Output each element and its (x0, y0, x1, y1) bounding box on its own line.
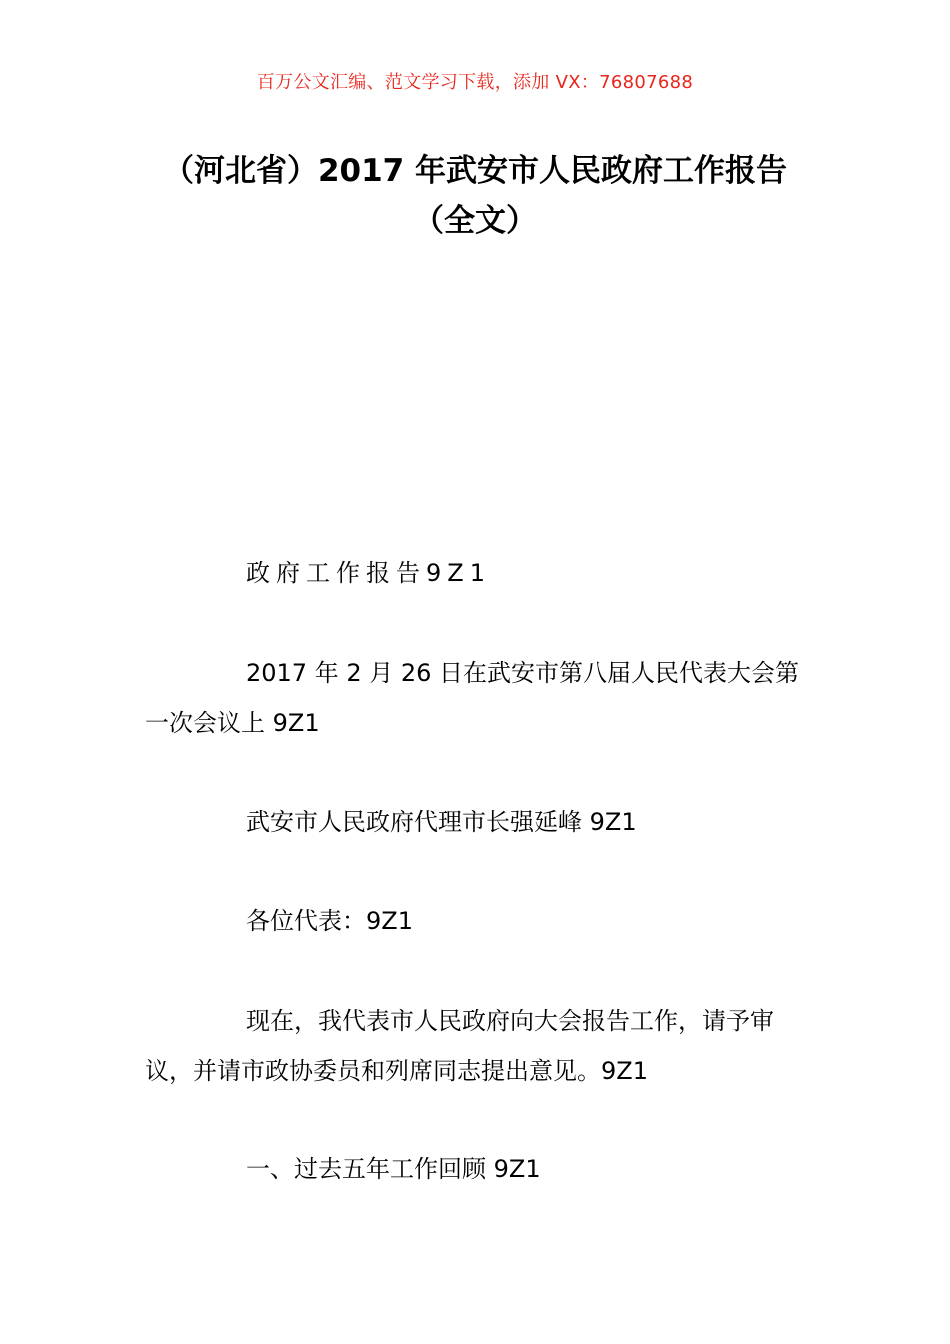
paragraph-meeting-date: 2017 年 2 月 26 日在武安市第八届人民代表大会第一次会议上 9Z1 (145, 659, 800, 737)
document-title: （河北省）2017 年武安市人民政府工作报告（全文） (162, 153, 788, 239)
paragraph-report-heading: 政府工作报告9Z1 (246, 559, 491, 587)
paragraph-speaker: 武安市人民政府代理市长强延峰 9Z1 (246, 808, 637, 836)
paragraph-opening: 现在，我代表市人民政府向大会报告工作，请予审议，并请市政协委员和列席同志提出意见。9Z1 (145, 1007, 774, 1085)
paragraph-salutation: 各位代表：9Z1 (246, 907, 413, 935)
section-heading-review: 一、过去五年工作回顾 9Z1 (246, 1155, 541, 1183)
header-promo-note: 百万公文汇编、范文学习下载，添加 VX：76807688 (256, 72, 694, 93)
